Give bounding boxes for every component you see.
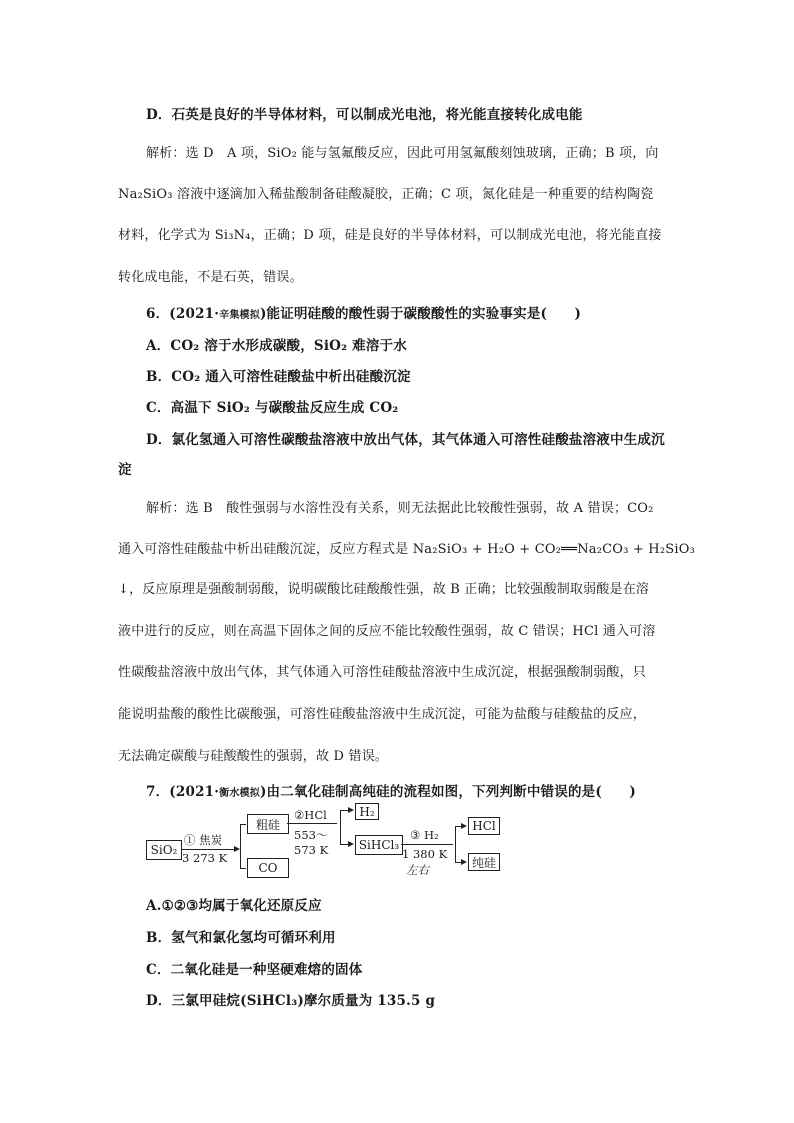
flow-split-1-top	[240, 824, 246, 825]
flow-arrow-hcl-head	[461, 823, 467, 829]
q5-analysis-line-4: 转化成电能，不是石英，错误。	[118, 270, 303, 285]
flow-box-h2: H₂	[355, 803, 379, 820]
q6-source: 辛集模拟	[219, 310, 260, 321]
sio2-to-pure-si-flow-diagram	[144, 804, 504, 877]
q6-option-d-line-2: 淀	[118, 462, 132, 478]
flow-split-2	[340, 810, 341, 844]
flow-box-co: CO	[247, 858, 289, 878]
flow-box-hcl: HCl	[468, 817, 500, 835]
flow-step2-label: ②HCl	[294, 808, 327, 822]
flow-arrow-sihcl3-head	[348, 841, 354, 847]
flow-step1-label: ① 焦炭	[184, 833, 223, 847]
flow-arrow-3-line	[401, 844, 453, 845]
flow-box-crude-si: 粗硅	[247, 814, 289, 834]
flow-split-3	[455, 826, 456, 862]
flow-step1-temp: 3 273 K	[182, 851, 228, 865]
flow-step3-label: ③ H₂	[410, 828, 439, 842]
flow-arrow-h2-head	[348, 807, 354, 813]
flow-arrow-2-line	[287, 823, 337, 824]
q5-option-d: D．石英是良好的半导体材料，可以制成光电池，将光能直接转化成电能	[146, 107, 583, 123]
q6-option-a: A．CO₂ 溶于水形成碳酸，SiO₂ 难溶于水	[146, 338, 407, 354]
flow-step2-temp: 573 K	[294, 843, 329, 857]
q6-analysis-line-2: 通入可溶性硅酸盐中析出硅酸沉淀，反应方程式是 Na₂SiO₃ + H₂O + CO₂══Na₂CO₃ + H₂SiO₃	[118, 542, 695, 557]
q5-analysis-line-1: 解析：选 D A 项，SiO₂ 能与氢氟酸反应，因此可用氢氟酸刻蚀玻璃，正确；B 项，向	[146, 146, 659, 161]
q7-stem-suffix: )由二氧化硅制高纯硅的流程如图，下列判断中错误的是( )	[259, 784, 636, 800]
q7-option-c: C．二氧化硅是一种坚硬难熔的固体	[146, 962, 363, 978]
q6-analysis-line-1: 解析：选 B 酸性强弱与水溶性没有关系，则无法据此比较酸性强弱，故 A 错误；CO₂	[146, 501, 654, 516]
flow-split-1-bottom	[240, 868, 246, 869]
flow-box-pure-si: 纯硅	[468, 853, 500, 871]
q6-stem-suffix: )能证明硅酸的酸性弱于碳酸酸性的实验事实是( )	[259, 306, 582, 322]
q7-option-a: A.①②③均属于氧化还原反应	[146, 898, 322, 914]
flow-split-2-bottom	[340, 844, 348, 845]
flow-arrow-pure-si-head	[461, 859, 467, 865]
q7-stem	[146, 780, 636, 800]
q7-option-d: D．三氯甲硅烷(SiHCl₃)摩尔质量为 135.5 g	[146, 993, 436, 1009]
q6-option-c: C．高温下 SiO₂ 与碳酸盐反应生成 CO₂	[146, 400, 399, 416]
q7-source: 衡水模拟	[219, 788, 260, 799]
flow-step2-temp-range: 553～	[294, 828, 328, 842]
q6-option-b: B．CO₂ 通入可溶性硅酸盐中析出硅酸沉淀	[146, 369, 411, 385]
q6-analysis-line-3: ↓，反应原理是强酸制弱酸，说明碳酸比硅酸酸性强，故 B 正确；比较强酸制取弱酸是在溶	[118, 582, 650, 597]
q6-analysis-line-7: 无法确定碳酸与硅酸酸性的强弱，故 D 错误。	[118, 749, 389, 764]
flow-split-2-top	[340, 810, 348, 811]
flow-box-sio2: SiO₂	[146, 840, 182, 860]
q6-stem-prefix: 6．(2021·	[146, 306, 220, 322]
q6-analysis-line-6: 能说明盐酸的酸性比碳酸强，可溶性硅酸盐溶液中生成沉淀，可能为盐酸与硅酸盐的反应，	[118, 707, 647, 722]
flow-step3-temp: 1 380 K	[402, 847, 448, 861]
flow-box-sihcl3: SiHCl₃	[355, 835, 403, 855]
flow-step3-note: 左右	[406, 863, 429, 877]
flow-arrow-1-line	[181, 849, 234, 850]
q6-analysis-line-4: 液中进行的反应，则在高温下固体之间的反应不能比较酸性强弱，故 C 错误；HCl 通入可溶	[118, 624, 656, 639]
q7-stem-prefix: 7．(2021·	[146, 784, 220, 800]
q5-analysis-line-3: 材料，化学式为 Si₃N₄，正确；D 项，硅是良好的半导体材料，可以制成光电池，将光能直接	[118, 228, 662, 243]
q7-option-b: B．氢气和氯化氢均可循环利用	[146, 930, 336, 946]
q6-option-d-line-1: D．氯化氢通入可溶性碳酸盐溶液中放出气体，其气体通入可溶性硅酸盐溶液中生成沉	[146, 432, 665, 448]
q6-stem	[146, 302, 581, 322]
q6-analysis-line-5: 性碳酸盐溶液中放出气体，其气体通入可溶性硅酸盐溶液中生成沉淀，根据强酸制弱酸，只	[118, 665, 647, 680]
q5-analysis-line-2: Na₂SiO₃ 溶液中逐滴加入稀盐酸制备硅酸凝胶，正确；C 项，氮化硅是一种重要的结构陶瓷	[118, 187, 654, 202]
flow-split-1	[240, 824, 241, 868]
